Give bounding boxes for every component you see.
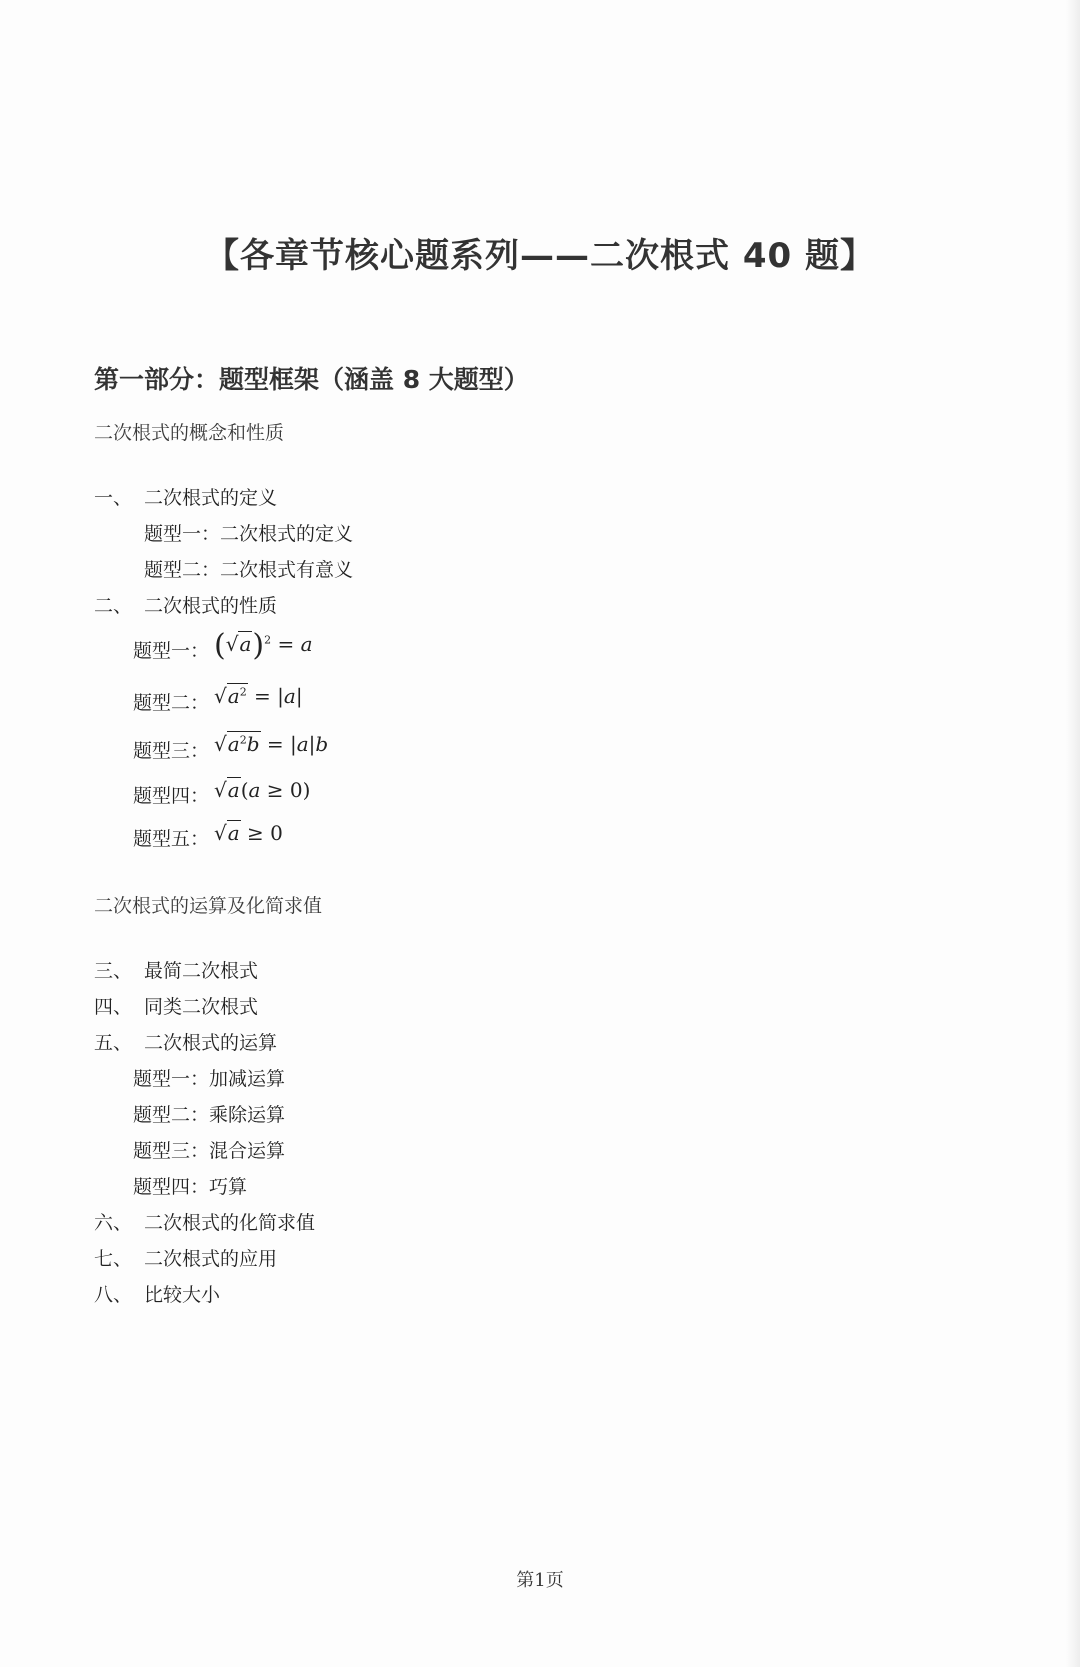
item-label: 同类二次根式 bbox=[144, 996, 259, 1018]
item-number: 一、 bbox=[94, 487, 133, 509]
item-number: 五、 bbox=[94, 1032, 133, 1054]
formula: $√a^2 = |a|$ bbox=[214, 684, 303, 708]
part-heading: 第一部分：题型框架（涵盖 8 大题型） bbox=[94, 365, 529, 394]
list-item bbox=[94, 1208, 315, 1235]
document-title: 【各章节核心题系列——二次根式 40 题】 bbox=[205, 236, 875, 276]
item-label: 最简二次根式 bbox=[144, 960, 259, 982]
formula: $(√a)^2 = a$ bbox=[214, 628, 313, 663]
formula: √a ≥ 0 bbox=[214, 821, 283, 845]
item-label: 二次根式的性质 bbox=[144, 595, 278, 617]
item-label: 比较大小 bbox=[144, 1284, 221, 1306]
list-item bbox=[94, 1028, 277, 1055]
item-number: 七、 bbox=[94, 1248, 133, 1270]
sub-item-label: 题型二： bbox=[133, 692, 210, 714]
list-item bbox=[94, 1244, 277, 1271]
item-number: 二、 bbox=[94, 595, 133, 617]
page-number: 第1页 bbox=[516, 1570, 564, 1591]
group-title-operations: 二次根式的运算及化简求值 bbox=[94, 895, 323, 917]
item-number: 六、 bbox=[94, 1212, 133, 1234]
item-number: 三、 bbox=[94, 960, 133, 982]
sub-item-label: 题型三： bbox=[133, 740, 210, 762]
item-number: 四、 bbox=[94, 996, 133, 1018]
list-item bbox=[94, 591, 277, 618]
sub-item-label: 题型四： bbox=[133, 785, 210, 807]
sub-item-label: 题型一： bbox=[133, 640, 210, 662]
sub-item: 题型一：二次根式的定义 bbox=[144, 523, 354, 545]
list-item bbox=[94, 992, 258, 1019]
sub-item: 题型二：乘除运算 bbox=[133, 1104, 286, 1126]
item-label: 二次根式的应用 bbox=[144, 1248, 278, 1270]
item-label: 二次根式的化简求值 bbox=[144, 1212, 316, 1234]
list-item bbox=[94, 1280, 220, 1307]
formula: $√a^2b = |a|b$ bbox=[214, 732, 329, 756]
sub-item-label: 题型五： bbox=[133, 828, 210, 850]
sub-item: 题型二：二次根式有意义 bbox=[144, 559, 354, 581]
list-item bbox=[94, 956, 258, 983]
item-label: 二次根式的定义 bbox=[144, 487, 278, 509]
sub-item: 题型四：巧算 bbox=[133, 1176, 248, 1198]
item-number: 八、 bbox=[94, 1284, 133, 1306]
sub-item: 题型三：混合运算 bbox=[133, 1140, 286, 1162]
sub-item: 题型一：加减运算 bbox=[133, 1068, 286, 1090]
list-item bbox=[94, 483, 277, 510]
item-label: 二次根式的运算 bbox=[144, 1032, 278, 1054]
group-title-concepts: 二次根式的概念和性质 bbox=[94, 422, 285, 444]
formula: √a(a ≥ 0) bbox=[214, 778, 311, 802]
